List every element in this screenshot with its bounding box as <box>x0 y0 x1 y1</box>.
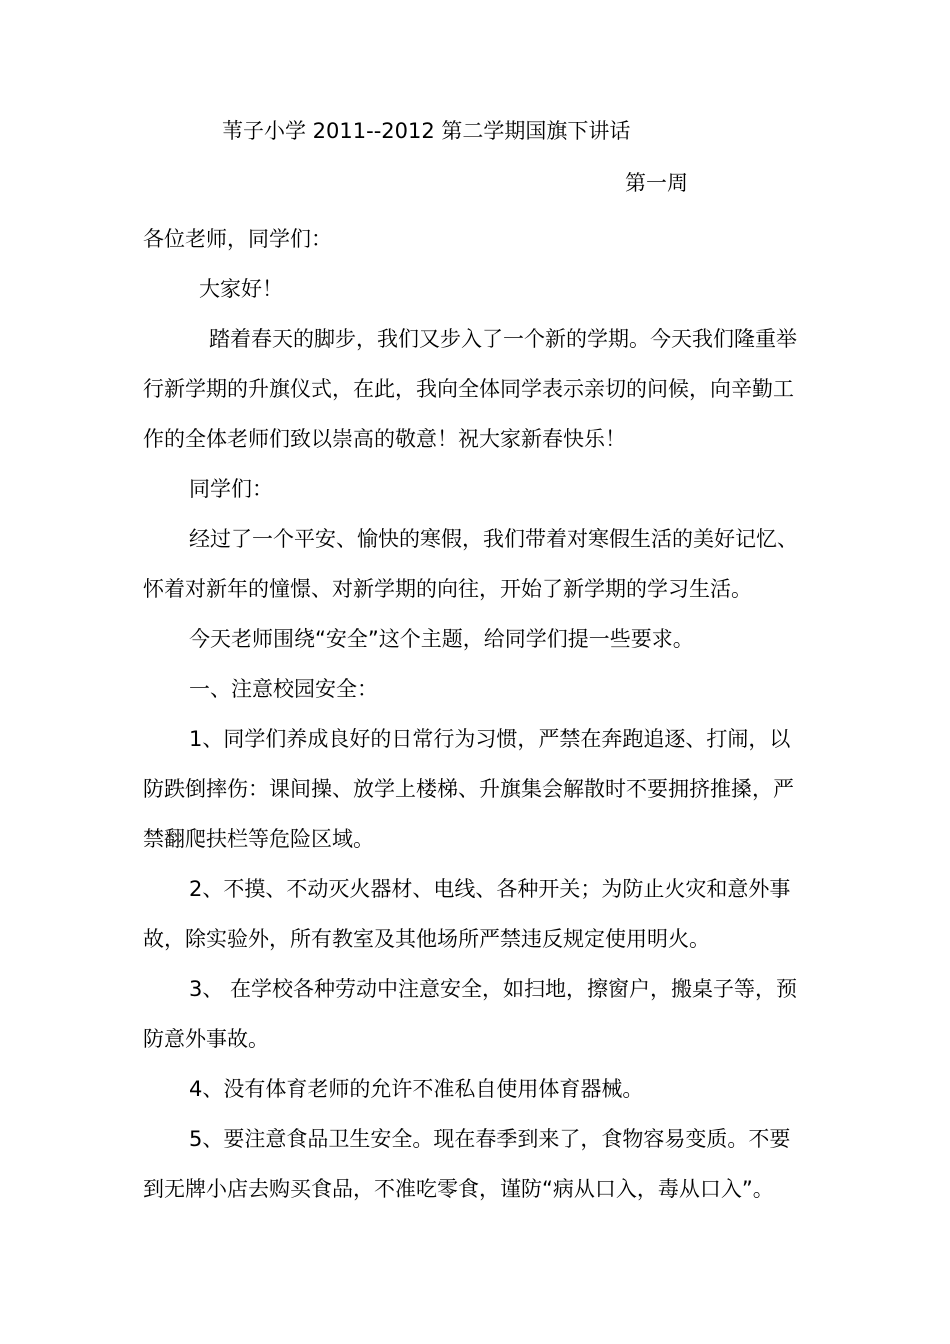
paragraph-safety-theme: 今天老师围绕“安全”这个主题，给同学们提一些要求。 <box>189 627 694 651</box>
list-item-5: 5、要注意食品卫生安全。现在春季到来了，食物容易变质。不要到无牌小店去购买食品，不准吃零食，谨防“病从口入，毒从口入”。 <box>143 1127 791 1201</box>
week-label: 第一周 <box>625 171 688 195</box>
salutation: 各位老师，同学们： <box>143 227 332 251</box>
list-item-4: 4、没有体育老师的允许不准私自使用体育器械。 <box>189 1077 644 1101</box>
paragraph-address: 同学们： <box>189 477 273 501</box>
list-item-2: 2、不摸、不动灭火器材、电线、各种开关；为防止火灾和意外事故，除实验外，所有教室及其他场所严禁违反规定使用明火。 <box>143 877 791 951</box>
section-heading-campus-safety: 一、注意校园安全： <box>189 677 378 701</box>
document-title: 苇子小学 2011--2012 第二学期国旗下讲话 <box>222 119 631 143</box>
list-item-1: 1、同学们养成良好的日常行为习惯，严禁在奔跑追逐、打闹，以防跌倒摔伤：课间操、放学上楼梯、升旗集会解散时不要拥挤推搡，严禁翻爬扶栏等危险区域。 <box>143 727 794 851</box>
greeting: 大家好！ <box>199 277 283 301</box>
paragraph-winter-break: 经过了一个平安、愉快的寒假，我们带着对寒假生活的美好记忆、怀着对新年的憧憬、对新学期的向往，开始了新学期的学习生活。 <box>143 527 798 601</box>
paragraph-intro: 踏着春天的脚步，我们又步入了一个新的学期。今天我们隆重举行新学期的升旗仪式，在此，我向全体同学表示亲切的问候，向辛勤工作的全体老师们致以崇高的敬意！祝大家新春快乐！ <box>143 327 797 451</box>
speech-body <box>143 214 811 1214</box>
list-item-3: 3、 在学校各种劳动中注意安全，如扫地，擦窗户，搬桌子等，预防意外事故。 <box>143 977 798 1051</box>
